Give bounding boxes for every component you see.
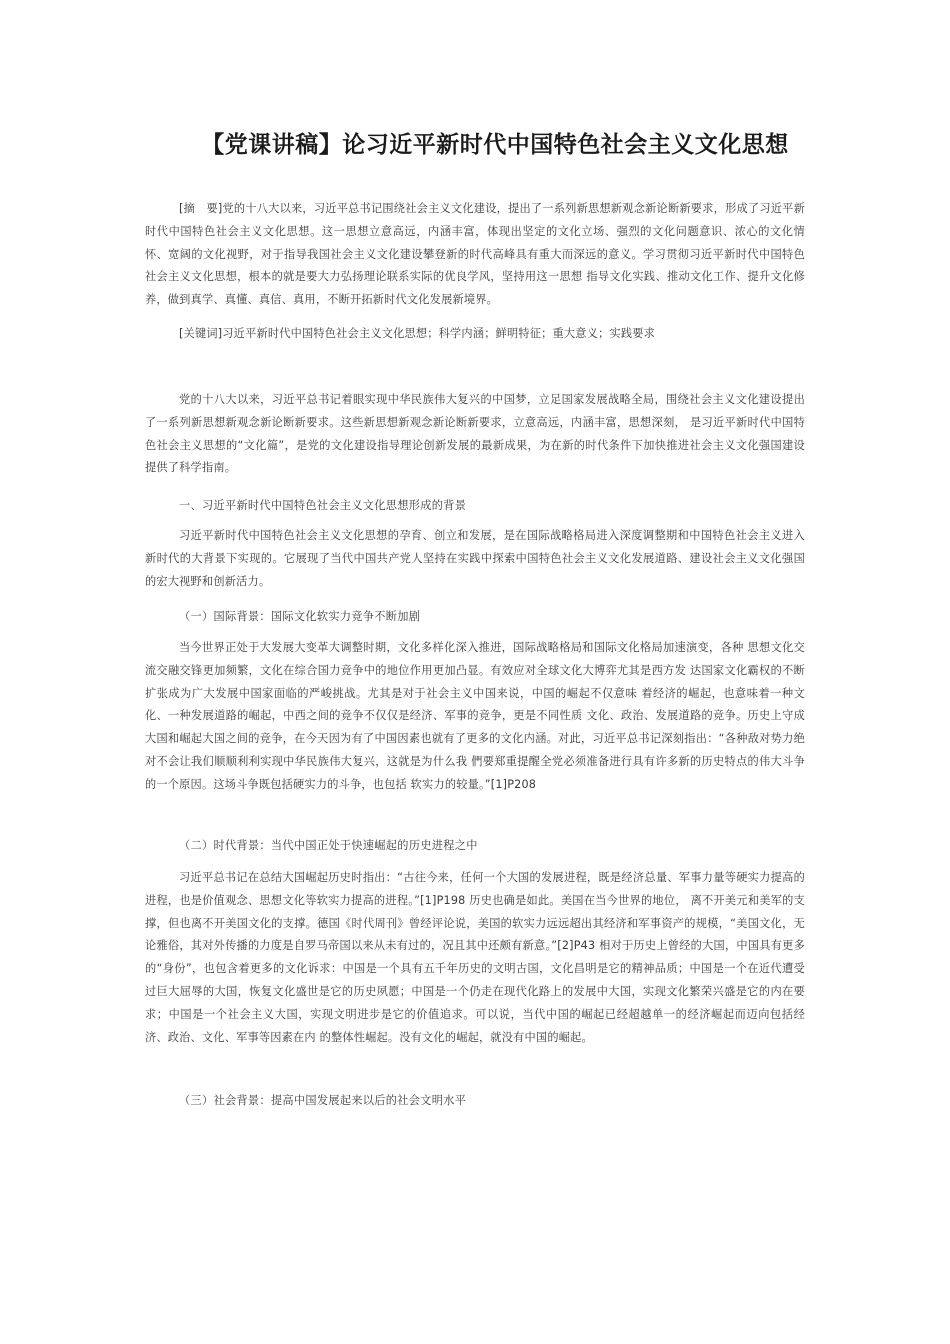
subsection-heading: （一）国际背景：国际文化软实力竞争不断加剧 bbox=[179, 610, 421, 623]
section1-heading-block bbox=[145, 496, 805, 516]
abstract-block bbox=[145, 198, 805, 312]
abstract-paragraph: [摘 要]党的十八大以来，习近平总书记围绕社会主义文化建设，提出了一系列新思想新观念新论断新要求，形成了习近平新时代中国特色社会主义文化思想。这一思想立意高远，内涵丰富，体现出坚定的文化立场、强烈的文化问题意识、浓心的文化情怀、宽阔的文化视野，对于指导我国社会主义文化建设攀登新的时代高峰具有重大而深远的意义。学习贯彻习近平新时代中国特色社会主义文化思想，根本的就是要大力弘扬理论联系实际的优良学风，坚持用这一思想 指导文化实践、推动文化工作、提升文化修养，做到真学、真懂、真信、真用，不断开拓新时代文化发展新境界。 bbox=[145, 202, 805, 307]
subsection-heading: （二）时代背景：当代中国正处于快速崛起的历史进程之中 bbox=[179, 839, 478, 852]
intro-paragraph: 党的十八大以来，习近平总书记着眼实现中华民族伟大复兴的中国梦，立足国家发展战略全局，围绕社会主义文化建设提出了一系列新思想新观念新论断新要求。这些新思想新观念新论断新要求，立意高远，内涵丰富，思想深刻， 是习近平新时代中国特色社会主义思想的“文化篇”，是党的文化建设指导理论创新发展的最新成果，为在新的时代条件下加快推进社会主义文化强国建设提供了科学指南。 bbox=[145, 393, 805, 475]
section1-block bbox=[145, 525, 805, 593]
sub2-block bbox=[145, 867, 805, 1049]
sub2-heading-block bbox=[145, 836, 805, 856]
subsection-heading: （三）社会背景：提高中国发展起来以后的社会文明水平 bbox=[179, 1094, 467, 1107]
sub1-heading-block bbox=[145, 607, 805, 627]
intro-block bbox=[145, 389, 805, 480]
sub2-paragraph: 习近平总书记在总结大国崛起历史时指出：“古往今来，任何一个大国的发展进程，既是经济总量、军事力量等硬实力提高的进程，也是价值观念、思想文化等软实力提高的进程。”[1]P198 历史也确是如此。美国在当今世界的地位， 离不开美元和美军的支撑，但也离不开美国文化的支撑。德国《时代周刊》曾经评论说，美国的软实力远远超出其经济和军事资产的规模，“美国文化，无论雅俗，其对外传播的力度是自罗马帝国以来从未有过的，况且其中还颇有新意。”[2]P43 相对于历史上曾经的大国，中国具有更多的“身份”，也包含着更多的文化诉求：中国是一个具有五千年历史的文明古国，文化昌明是它的精神品质；中国是一个在近代遭受过巨大屈辱的大国，恢复文化盛世是它的历史夙愿；中国是一个仍走在现代化路上的发展中大国，实现文化繁荣兴盛是它的内在要求；中国是一个社会主义大国，实现文明进步是它的价值追求。可以说，当代中国的崛起已经超越单一的经济崛起而迈向包括经济、政治、文化、军事等因素在内 的整体性崛起。没有文化的崛起，就没有中国的崛起。 bbox=[145, 871, 805, 1044]
section1-paragraph: 习近平新时代中国特色社会主义文化思想的孕育、创立和发展，是在国际战略格局进入深度调整期和中国特色社会主义进入新时代的大背景下实现的。它展现了当代中国共产党人坚持在实践中探索中国特色社会主义文化发展道路、建设社会主义文化强国的宏大视野和创新活力。 bbox=[145, 529, 805, 588]
keywords-paragraph: [关键词]习近平新时代中国特色社会主义文化思想；科学内涵；鲜明特征；重大意义；实践要求 bbox=[179, 327, 656, 340]
document-title: 【党课讲稿】论习近平新时代中国特色社会主义文化思想 bbox=[201, 132, 789, 158]
keywords-block bbox=[145, 323, 805, 346]
sub1-paragraph: 当今世界正处于大发展大变革大调整时期，文化多样化深入推进，国际战略格局和国际文化格局加速演变，各种 思想文化交流交融交锋更加频繁，文化在综合国力竞争中的地位作用更加凸显。有效应对全球文化大博弈尤其是西方发 达国家文化霸权的不断扩张成为广大发展中国家面临的严峻挑战。尤其是对于社会主义中国来说，中国的崛起不仅意味 着经济的崛起，也意味着一种文化、一种发展道路的崛起，中西之间的竞争不仅仅是经济、军事的竞争，更是不同性质 文化、政治、发展道路的竞争。历史上守成大国和崛起大国之间的竞争，在今天因为有了中国因素也就有了更多的文化内涵。对此，习近平总书记深刻指出：“各种敌对势力绝对不会让我们顺顺利利实现中华民族伟大复兴，这就是为什么我 們要郑重提醒全党必须准备进行具有许多新的历史特点的伟大斗争的一个原因。这场斗争既包括硬实力的斗争，也包括 软实力的较量。”[1]P208 bbox=[145, 641, 805, 791]
sub3-heading-block bbox=[145, 1091, 805, 1111]
section-heading: 一、习近平新时代中国特色社会主义文化思想形成的背景 bbox=[179, 499, 467, 512]
sub1-block bbox=[145, 637, 805, 797]
